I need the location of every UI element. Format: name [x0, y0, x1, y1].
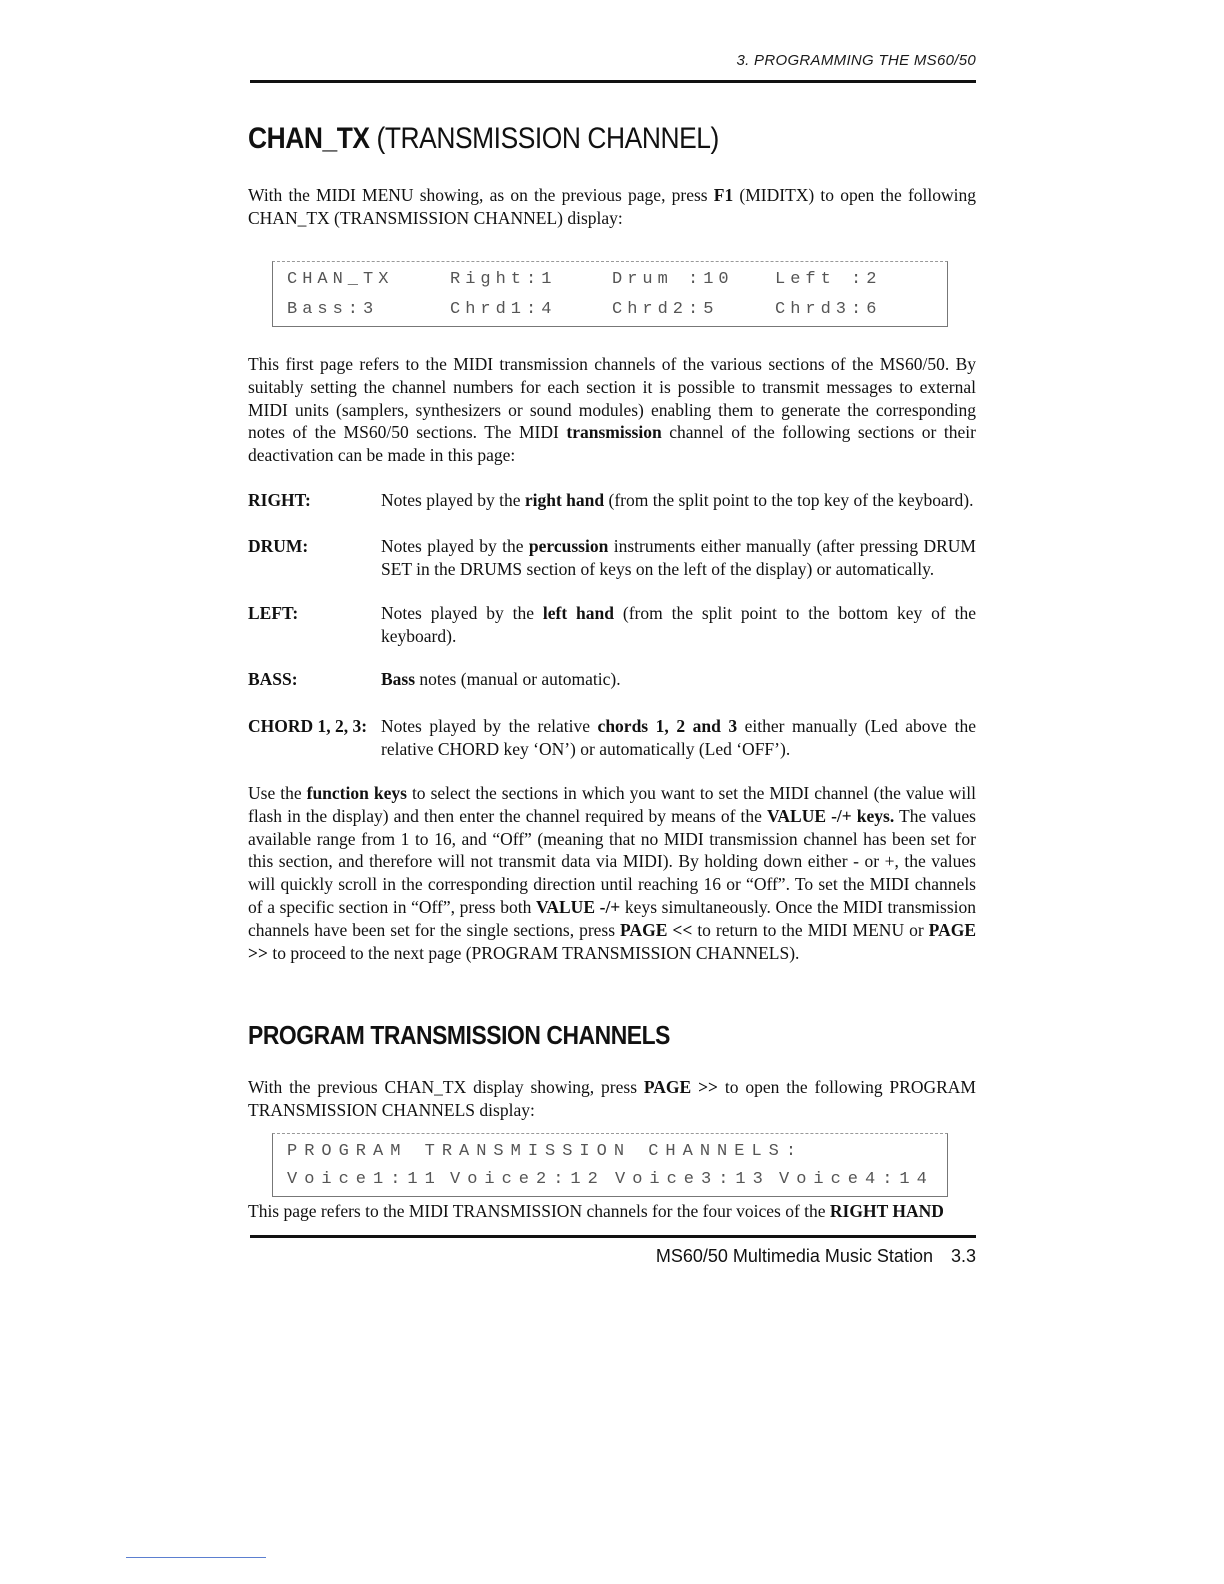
lcd-cell: Voice1:11 — [287, 1170, 442, 1189]
lcd-cell: CHAN_TX — [287, 270, 394, 289]
section-title-program-transmission: PROGRAM TRANSMISSION CHANNELS — [248, 1020, 670, 1050]
definition-term: DRUM: — [248, 536, 309, 556]
lcd-cell: Chrd1:4 — [450, 300, 557, 319]
definition-description: Notes played by the right hand (from the split point to the top key of the keyboard). — [381, 490, 974, 510]
definition-description: Notes played by the relative chords 1, 2 and 3 either manually (Led above the relative CHORD key ‘ON’) or automatically (Led ‘OFF’). — [381, 716, 976, 759]
lcd-cell: Chrd2:5 — [612, 300, 719, 319]
lcd-cell: Bass:3 — [287, 300, 379, 319]
paragraph-text: This first page refers to the MIDI transmission channels of the various sections of the MS60/50. By suitably setting the channel numbers for each section it is possible to transmit messages to external MIDI units (samplers, synthesizers or sound modules) enabling them to generate the corresponding notes of the MS60/50 sections. The MIDI — [248, 354, 976, 443]
lcd-cell: Left :2 — [775, 270, 882, 289]
intro-text: With the MIDI MENU showing, as on the previous page, press — [248, 185, 714, 205]
definition-description: Notes played by the left hand (from the split point to the bottom key of the keyboard). — [381, 603, 976, 646]
intro-text-end: (MIDITX) to open the following CHAN_TX (TRANSMISSION CHANNEL) display: — [248, 185, 976, 228]
paragraph-text-end: channel of the following sections or their deactivation can be made in this page: — [248, 422, 976, 466]
page-footer — [656, 1246, 976, 1267]
section-title-rest: (TRANSMISSION CHANNEL) — [369, 122, 719, 155]
lcd-cell: Drum :10 — [612, 270, 734, 289]
intro-key: F1 — [713, 185, 734, 205]
page-number: 3.3 — [950, 1246, 976, 1266]
definition-description: Notes played by the percussion instruments either manually (after pressing DRUM SET in the DRUMS section of keys on the left of the display) or automatically. — [381, 536, 976, 579]
lcd-cell: Right:1 — [450, 270, 557, 289]
definition-term: BASS: — [248, 669, 298, 689]
definition-description: Bass notes (manual or automatic). — [381, 669, 621, 689]
definition-term: RIGHT: — [248, 490, 311, 510]
chan-tx-description — [248, 353, 976, 467]
header-rule — [250, 80, 976, 83]
footer-title: MS60/50 Multimedia Music Station — [655, 1246, 933, 1266]
chan-tx-intro — [248, 184, 976, 230]
section-title-chan-tx — [248, 122, 719, 156]
lcd-display-program-tx — [272, 1133, 948, 1197]
lcd-cell: Voice3:13 — [615, 1170, 770, 1189]
lcd-row: PROGRAM TRANSMISSION CHANNELS: — [287, 1142, 804, 1161]
definition-term: CHORD 1, 2, 3: — [248, 716, 368, 736]
definition-term: LEFT: — [248, 603, 299, 623]
program-tx-intro: With the previous CHAN_TX display showing, press PAGE >> to open the following PROGRAM TRANSMISSION CHANNELS display: — [248, 1077, 976, 1120]
lcd-row — [287, 300, 882, 324]
lcd-cell: Voice2:12 — [450, 1170, 605, 1189]
lcd-cell: Chrd3:6 — [775, 300, 882, 319]
section-title-bold: CHAN_TX — [248, 122, 370, 155]
lcd-display-chan-tx — [272, 261, 948, 327]
chan-tx-instructions: Use the function keys to select the sections in which you want to set the MIDI channel (the value will flash in the display) and then enter the channel required by means of the VALUE -/+ keys. The values available range from 1 to 16, and “Off” (meaning that no MIDI transmission channel has been set for this section, and therefore will not transmit data via MIDI). By holding down either - or +, the values will quickly scroll in the corresponding direction until reaching 16 or “Off”. To set the MIDI channels of a specific section in “Off”, press both VALUE -/+ keys simultaneously. Once the MIDI transmission channels have been set for the single sections, press PAGE << to return to the MIDI MENU or PAGE >> to proceed to the next page (PROGRAM TRANSMISSION CHANNELS). — [248, 783, 977, 963]
program-tx-description: This page refers to the MIDI TRANSMISSION channels for the four voices of the RIGHT HAND — [248, 1201, 944, 1221]
lcd-row — [287, 1170, 934, 1194]
footer-rule — [250, 1235, 976, 1238]
running-header: 3. PROGRAMMING THE MS60/50 — [736, 52, 976, 69]
lcd-cell: Voice4:14 — [779, 1170, 934, 1189]
paragraph-bold: transmission — [566, 422, 662, 443]
footnote-rule — [126, 1557, 266, 1558]
lcd-row — [287, 270, 882, 294]
